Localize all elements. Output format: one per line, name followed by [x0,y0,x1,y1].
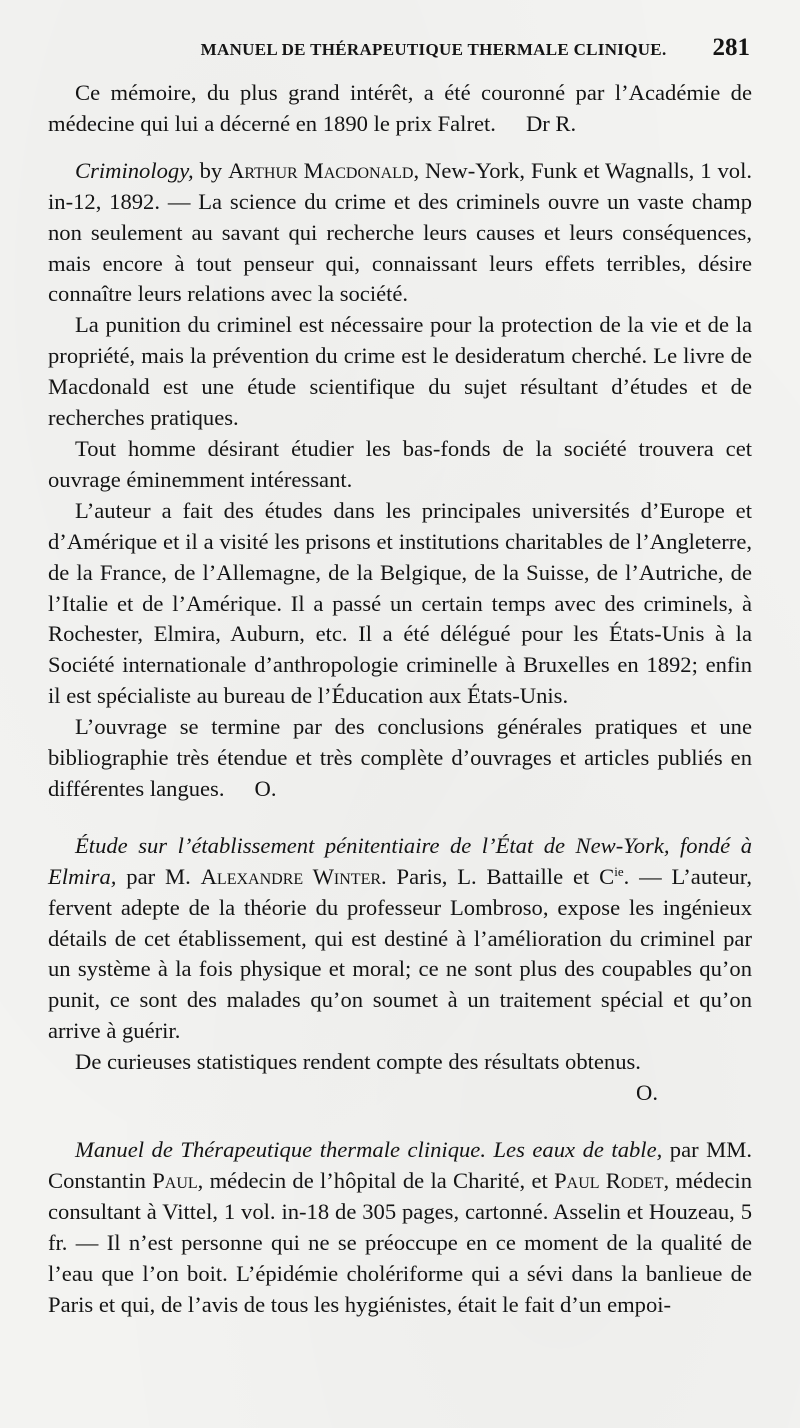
spacer [48,140,752,156]
review-2-paragraph-5-text: L’ouvrage se termine par des conclusions générales pratiques et une bibliographie très étendue et très complète d’ouvrages et articles publiés en différentes langues. [48,714,752,801]
review-2-paragraph-3: Tout homme désirant étudier les bas-fonds de la société trouvera cet ouvrage éminemment intéressant. [48,435,752,492]
review-2-paragraph-1 [48,156,752,311]
review-3-by: par M. [116,863,201,889]
review-3-publication-sup: ie [614,863,624,879]
review-3-text: . — L’auteur, fervent adepte de la théorie du professeur Lombroso, expose les ingénieux détails de cet établissement, qui est destiné à l’amélioration du criminel par un système à la fois physique et moral; ce ne sont plus des coupables qu’on punit, ce sont des malades qu’on soumet à un traitement spécial et qu’on arrive à guérir. [48,863,753,1044]
running-header [48,34,752,74]
review-4-title: Manuel de Thérapeutique thermale clinique. Les eaux de table, [75,1137,663,1162]
page-number: 281 [712,34,750,61]
review-1-body: Ce mémoire, du plus grand intérêt, a été couronné par l’Académie de médecine qui lui a décerné en 1890 le prix Falret. [48,80,752,136]
review-2-title: Criminology, [75,157,194,183]
review-4-author-2: Paul Rodet [554,1167,664,1193]
review-4-text: , médecin consultant à Vittel, 1 vol. in-18 de 305 pages, cartonné. Asselin et Houzeau, 5 fr. — Il n’est personne qui ne se préoccupe en ce moment de la qualité de l’eau que l’on boit. L’épidémie cholériforme qui a sévi dans la banlieue de Paris et qui, de l’avis de tous les hygiénistes, était le fait d’un empoi- [48,1167,753,1317]
spacer [48,805,752,831]
review-2-author: Arthur Macdonald [228,157,414,183]
review-4-middle: , médecin de l’hôpital de la Charité, et [197,1167,555,1193]
review-4-author-1: Paul [152,1167,198,1193]
review-3-paragraph-1 [48,831,752,1047]
review-1-signature: Dr R. [525,110,577,136]
review-2-by: by [193,157,229,183]
review-3-signature: O. [636,1080,658,1106]
review-4-paragraph-1 [48,1135,752,1320]
review-2-signature: O. [254,775,277,801]
running-title: MANUEL DE THÉRAPEUTIQUE THERMALE CLINIQUE. [200,40,667,59]
review-3-author: Alexandre Winter [200,863,382,889]
review-3-paragraph-2: De curieuses statistiques rendent compte des résultats obtenus. [75,1049,641,1075]
review-2-paragraph-2: La punition du criminel est nécessaire pour la protection de la vie et de la propriété, mais la prévention du crime est le desideratum cherché. Le livre de Macdonald est une étude scientifique du sujet résultant d’études et de recherches pratiques. [48,312,752,431]
review-1-text [48,78,752,140]
review-2-publication: , New-York, Funk et Wagnalls, 1 vol. in-12, 1892. — La science du crime et des criminels ouvre un vaste champ non seulement au savant qui recherche leurs causes et leurs conséquences, mais encore à tout penseur qui, connaissant leurs effets terribles, désire connaître leurs relations avec la société. [48,157,753,307]
review-3-publication: . Paris, L. Battaille et C [381,863,615,889]
review-2-paragraph-5 [48,712,752,805]
review-2-paragraph-4: L’auteur a fait des études dans les principales universités d’Europe et d’Amérique et il a visité les prisons et institutions charitables de l’Angleterre, de la France, de l’Allemagne, de la Belgique, de la Suisse, de l’Autriche, de l’Italie et de l’Amérique. Il a passé un certain temps avec des criminels, à Rochester, Elmira, Auburn, etc. Il a été délégué pour les États-Unis à la Société internationale d’anthropologie criminelle à Bruxelles en 1892; enfin il est spécialiste au bureau de l’Éducation aux États-Unis. [48,497,752,709]
review-4-by: par MM. Constantin [48,1137,752,1193]
review-3-title: Étude sur l’établissement pénitentiaire de l’État de New-York, fondé à Elmira, [48,832,752,889]
spacer [48,1109,752,1135]
